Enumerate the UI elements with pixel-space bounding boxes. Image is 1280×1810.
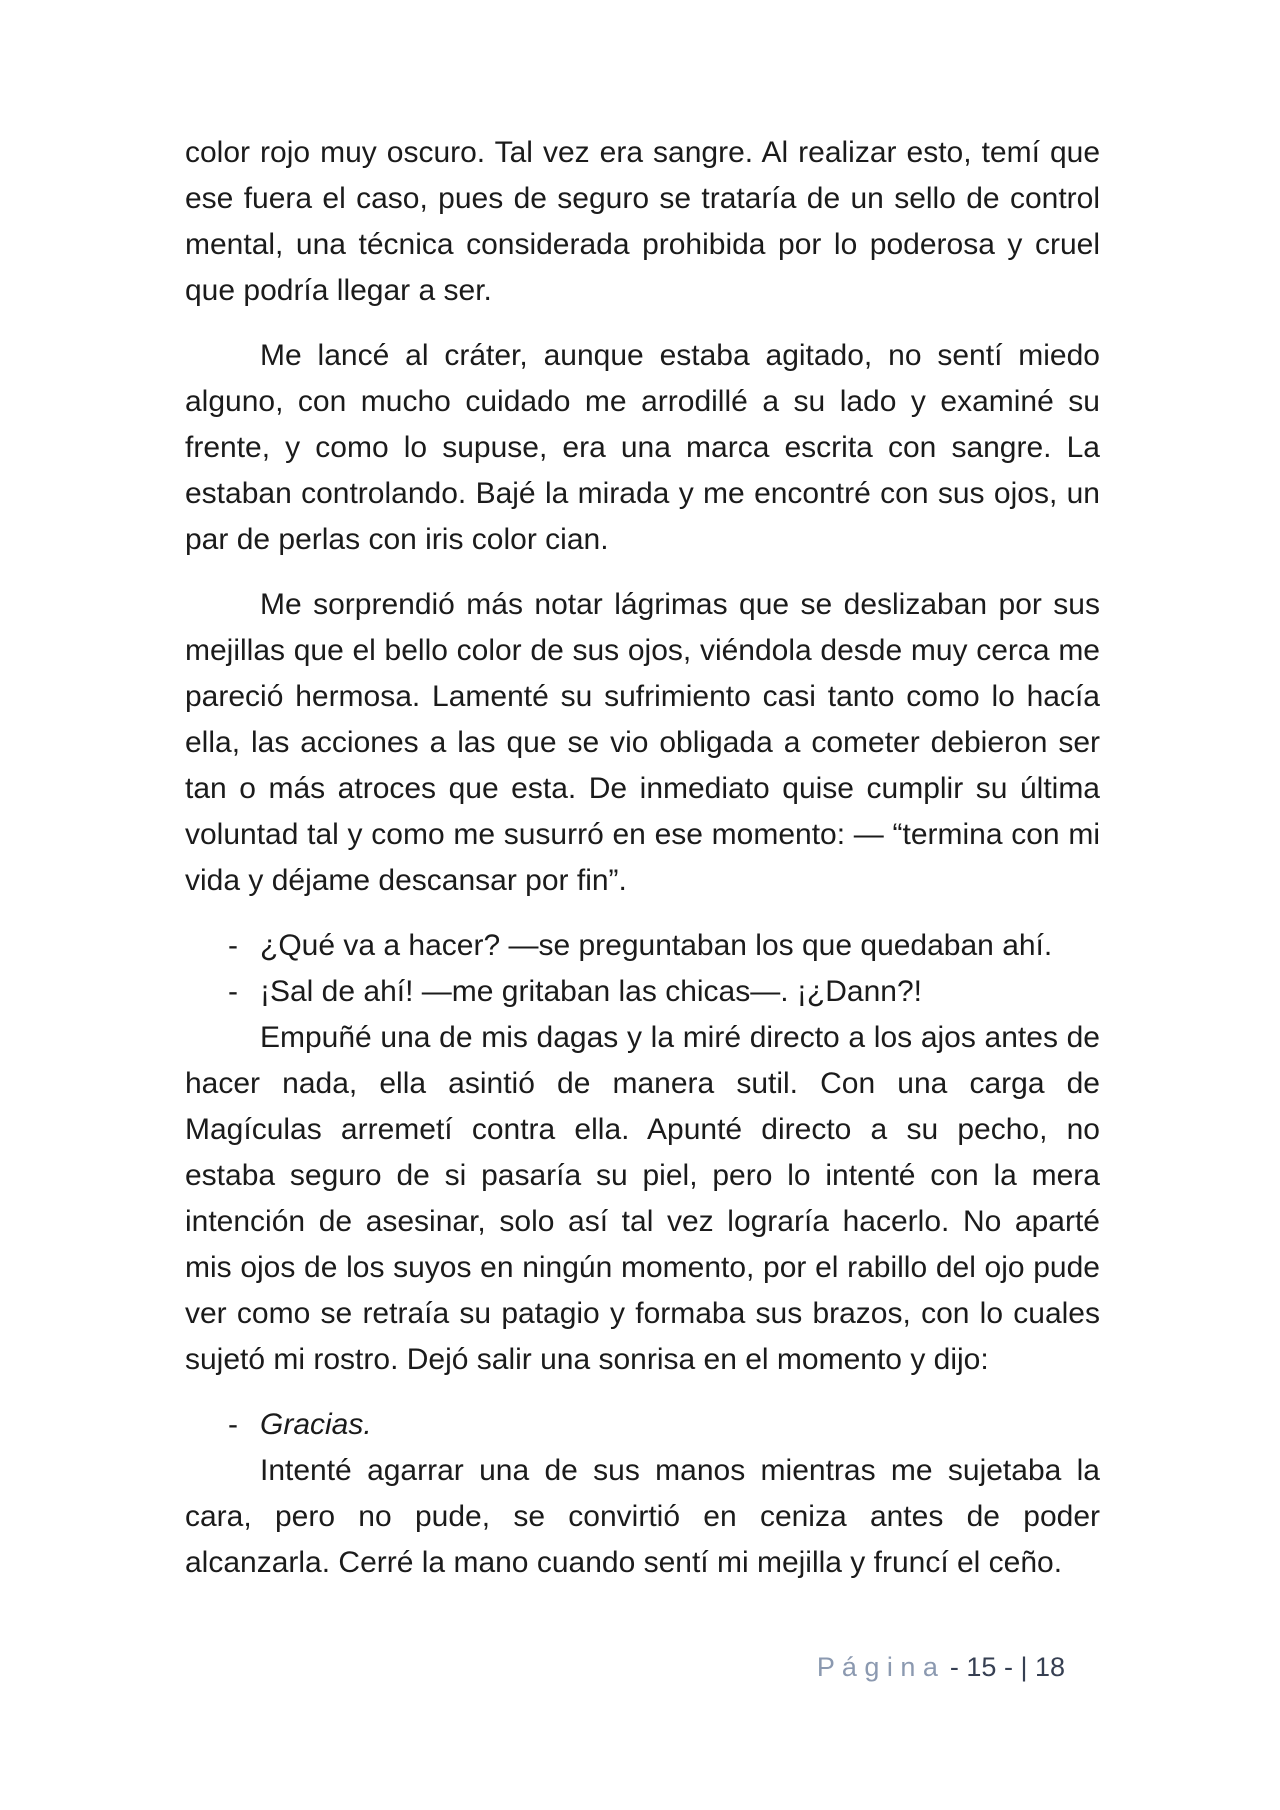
- dialogue-item-text-italic: Gracias.: [260, 1408, 372, 1441]
- paragraph-3: Me sorprendió más notar lágrimas que se deslizaban por sus mejillas que el bello color de sus ojos, viéndola desde muy cerca me pareció hermosa. Lamenté su sufrimiento casi tanto como lo hacía ella, las acciones a las que se vio obligada a cometer debieron ser tan o más atroces que esta. De inmediato quise cumplir su última voluntad tal y como me susurró en ese momento: — “termina con mi vida y déjame descansar por fin”.: [185, 588, 1100, 897]
- hyphen-bullet: -: [228, 1408, 238, 1441]
- paragraph-5: Intenté agarrar una de sus manos mientras me sujetaba la cara, pero no pude, se convirtió en ceniza antes de poder alcanzarla. Cerré la mano cuando sentí mi mejilla y fruncí el ceño.: [185, 1454, 1100, 1579]
- hyphen-bullet: -: [228, 975, 238, 1008]
- hyphen-bullet: -: [228, 929, 238, 962]
- page-footer: [817, 1650, 1065, 1684]
- dialogue-item-2: [185, 969, 1100, 1015]
- footer-pagina-label: P á g i n a: [816, 1652, 938, 1682]
- dialogue-item-3: [185, 1402, 1100, 1448]
- dialogue-item-text: ¡Sal de ahí! —me gritaban las chicas—. ¡¿Dann?!: [260, 975, 922, 1008]
- document-body: [185, 130, 1100, 1586]
- footer-page-number: - 15 - | 18: [949, 1652, 1065, 1682]
- dialogue-list: [185, 923, 1100, 1015]
- dialogue-list-2: [185, 1402, 1100, 1448]
- paragraph-2: Me lancé al cráter, aunque estaba agitado, no sentí miedo alguno, con mucho cuidado me arrodillé a su lado y examiné su frente, y como lo supuse, era una marca escrita con sangre. La estaban controlando. Bajé la mirada y me encontré con sus ojos, un par de perlas con iris color cian.: [185, 339, 1100, 556]
- paragraph-4: Empuñé una de mis dagas y la miré directo a los ajos antes de hacer nada, ella asintió de manera sutil. Con una carga de Magículas arremetí contra ella. Apunté directo a su pecho, no estaba seguro de si pasaría su piel, pero lo intenté con la mera intención de asesinar, solo así tal vez lograría hacerlo. No aparté mis ojos de los suyos en ningún momento, por el rabillo del ojo pude ver como se retraía su patagio y formaba sus brazos, con lo cuales sujetó mi rostro. Dejó salir una sonrisa en el momento y dijo:: [185, 1021, 1100, 1376]
- dialogue-item-1: [185, 923, 1100, 969]
- dialogue-item-text: ¿Qué va a hacer? —se preguntaban los que quedaban ahí.: [260, 929, 1053, 962]
- paragraph-1: color rojo muy oscuro. Tal vez era sangre. Al realizar esto, temí que ese fuera el caso, pues de seguro se trataría de un sello de control mental, una técnica considerada prohibida por lo poderosa y cruel que podría llegar a ser.: [185, 136, 1100, 307]
